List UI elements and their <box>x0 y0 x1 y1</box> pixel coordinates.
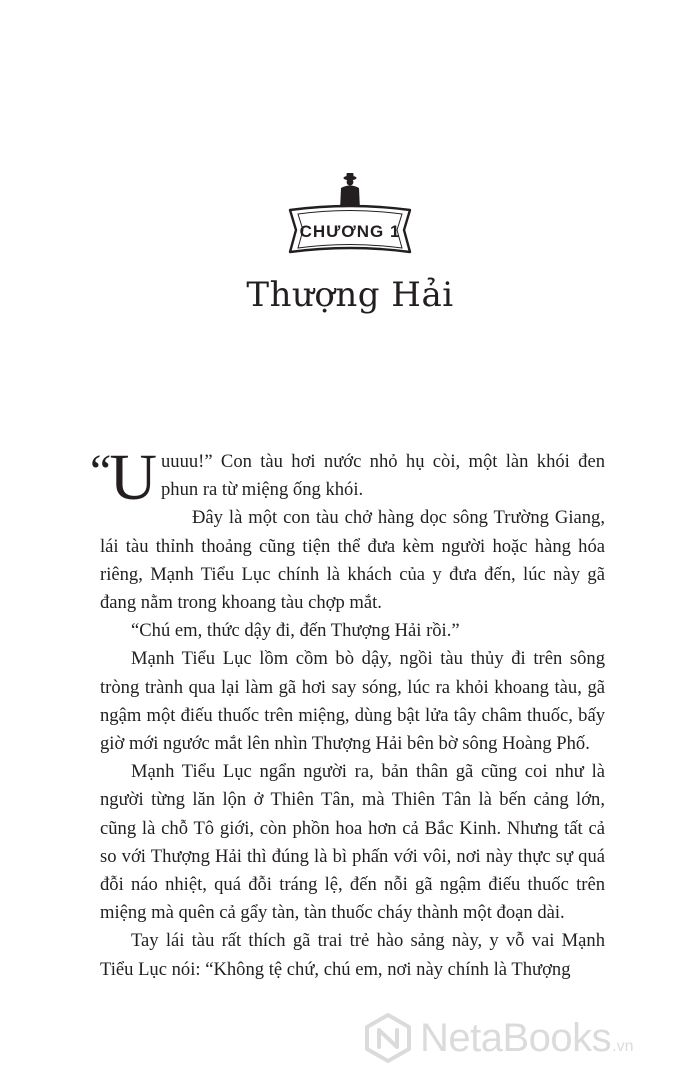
drop-cap <box>90 441 157 514</box>
paragraph: Đây là một con tàu chở hàng dọc sông Trường Giang, lái tàu thỉnh thoảng cũng tiện thể đưa kèm người hoặc hàng hóa riêng, Mạnh Tiểu Lục chính là khách của y đưa đến, lúc này gã đang nằm trong khoang tàu chợp mắt. <box>100 507 605 614</box>
paragraph-opening <box>90 441 605 514</box>
chapter-body-text <box>90 441 605 984</box>
chapter-number-label: CHƯƠNG 1 <box>299 222 401 241</box>
watermark-suffix: .vn <box>612 1038 634 1055</box>
detective-banner-icon <box>270 172 430 262</box>
netabooks-watermark <box>362 1008 634 1068</box>
watermark-brand: NetaBooks <box>420 1015 612 1060</box>
drop-cap-quote: “ <box>90 445 112 498</box>
drop-cap-letter: U <box>109 441 157 514</box>
paragraph: Tay lái tàu rất thích gã trai trẻ hào sảng này, y vỗ vai Mạnh Tiểu Lục nói: “Không tệ chứ, chú em, nơi này chính là Thượng <box>100 930 605 980</box>
paragraph: Mạnh Tiểu Lục lồm cồm bò dậy, ngồi tàu thủy đi trên sông tròng trành qua lại làm gã hơi say sóng, lúc ra khỏi khoang tàu, gã ngậm một điếu thuốc trên miệng, dùng bật lửa tây châm thuốc, bấy giờ mới ngước mắt lên nhìn Thượng Hải bên bờ sông Hoàng Phố. <box>100 648 605 755</box>
netabooks-logo-icon <box>362 1012 414 1064</box>
paragraph-text: uuuu!” Con tàu hơi nước nhỏ hụ còi, một làn khói đen phun ra từ miệng ống khói. <box>160 451 605 501</box>
paragraph: “Chú em, thức dậy đi, đến Thượng Hải rồi.” <box>131 620 460 642</box>
chapter-title: Thượng Hải <box>246 275 454 315</box>
chapter-emblem <box>0 172 700 262</box>
paragraph: Mạnh Tiểu Lục ngẩn người ra, bản thân gã cũng coi như là người từng lăn lộn ở Thiên Tân, mà Thiên Tân là bến cảng lớn, cũng là chỗ Tô giới, còn phồn hoa hơn cả Bắc Kinh. Nhưng tất cả so với Thượng Hải thì đúng là bì phấn với vôi, nơi này thực sự quá đỗi náo nhiệt, quá đỗi tráng lệ, đến nỗi gã ngậm điếu thuốc trên miệng mà quên cả gẩy tàn, tàn thuốc cháy thành một đoạn dài. <box>100 761 605 924</box>
